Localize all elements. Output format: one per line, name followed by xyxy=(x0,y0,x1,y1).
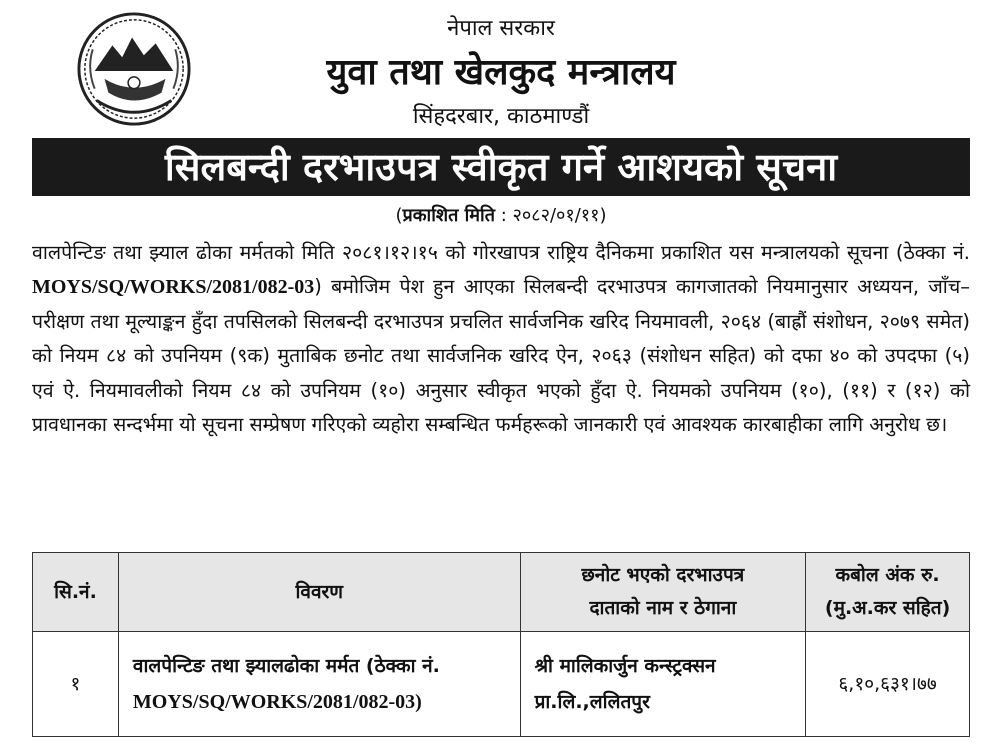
header-description: विवरण xyxy=(118,553,520,632)
row-bidder-name: श्री मालिकार्जुन कन्स्ट्रक्सन xyxy=(534,655,716,677)
awarded-bids-table xyxy=(32,552,970,737)
header-bid-amount xyxy=(806,553,970,632)
table-header-row xyxy=(33,553,970,632)
notice-title-banner: सिलबन्दी दरभाउपत्र स्वीकृत गर्ने आशयको सूचना xyxy=(32,138,970,196)
government-name: नेपाल सरकार xyxy=(447,16,555,41)
row-bidder-address: प्रा.लि.,ललितपुर xyxy=(534,691,650,713)
header-bidder-line1: छनोट भएको दरभाउपत्र xyxy=(581,564,745,586)
ministry-name: युवा तथा खेलकुद मन्त्रालय xyxy=(326,51,676,93)
table-row xyxy=(33,632,970,737)
row-serial-number: १ xyxy=(33,632,119,737)
notice-body-part2: ) बमोजिम पेश हुन आएका सिलबन्दी दरभाउपत्र कागजातको नियमानुसार अध्ययन, जाँच–परीक्षण तथा मूल्याङ्कन हुँदा तपसिलको सिलबन्दी दरभाउपत्र प्रचलित सार्वजनिक खरिद नियमावली, २०६४ (बाह्रौं संशोधन, २०७९ समेत) को नियम ८४ को उपनियम (९क) मुताबिक छनोट तथा सार्वजनिक खरिद ऐन, २०६३ (संशोधन सहित) को दफा ४० को उपदफा (५) एवं ऐ. नियमावलीको नियम ८४ को उपनियम (१०) अनुसार स्वीकृत भएको हुँदा ऐ. नियमको उपनियम (१०), (११) र (१२) को प्रावधानका सन्दर्भमा यो सूचना सम्प्रेषण गरिएको व्यहोरा सम्बन्धित फर्महरूको जानकारी एवं आवश्यक कारबाहीका लागि अनुरोध छ। xyxy=(32,275,970,437)
published-date-value: २०८२/०१/११ xyxy=(512,205,600,226)
notice-body xyxy=(32,236,970,442)
row-description xyxy=(118,632,520,737)
notice-body-part1: वालपेन्टिङ तथा झ्याल ढोका मर्मतको मिति २०८१।१२।१५ को गोरखापत्र राष्ट्रिय दैनिकमा प्रकाशित यस मन्त्रालयको सूचना (ठेक्का नं. xyxy=(32,241,970,264)
header-bidder xyxy=(520,553,806,632)
header-serial-number: सि.नं. xyxy=(33,553,119,632)
published-date: (प्रकाशित मिति : २०८२/०१/११) xyxy=(395,205,607,226)
header-amount-line1: कबोल अंक रु. xyxy=(835,564,940,586)
row-bid-amount: ६,१०,६३१।७७ xyxy=(806,632,970,737)
row-bidder xyxy=(520,632,806,737)
row-description-line1: वालपेन्टिङ तथा झ्यालढोका मर्मत (ठेक्का नं. xyxy=(132,655,440,677)
notice-header xyxy=(0,0,1002,138)
contract-number: MOYS/SQ/WORKS/2081/082-03 xyxy=(32,276,315,299)
ministry-address: सिंहदरबार, काठमाण्डौं xyxy=(412,104,590,129)
header-bidder-line2: दाताको नाम र ठेगाना xyxy=(589,597,737,619)
published-date-label: प्रकाशित मिति xyxy=(402,205,495,226)
header-amount-line2: (मु.अ.कर सहित) xyxy=(824,597,951,619)
row-description-line2: MOYS/SQ/WORKS/2081/082-03) xyxy=(132,691,422,713)
